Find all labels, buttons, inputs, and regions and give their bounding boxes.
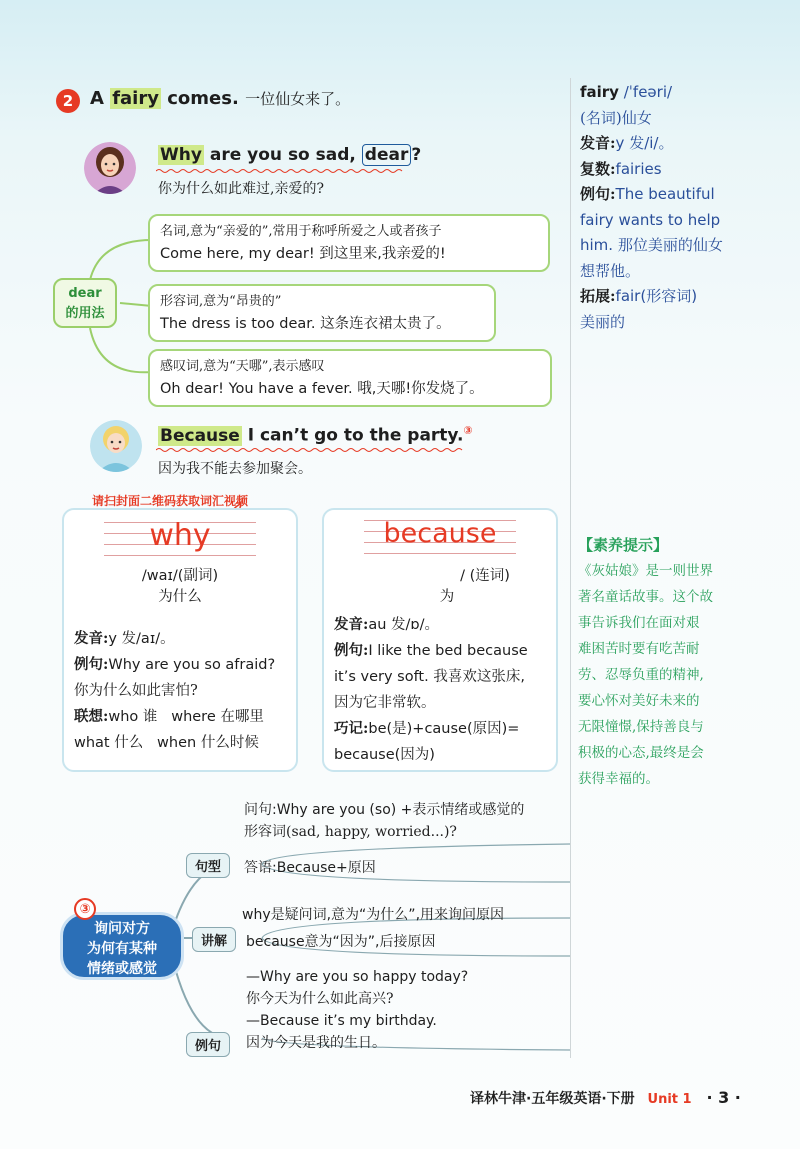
mindmap-node-pattern: 句型 [186, 853, 230, 878]
vocab-example-line: fairy wants to help [580, 210, 721, 229]
word-card-because [322, 508, 558, 772]
tip-line: 难困苦时要有吃苦耐 [578, 641, 700, 657]
dear-usage-card: 形容词,意为“昂贵的” The dress is too dear. 这条连衣裙太贵了。 [148, 284, 496, 342]
book-title: 译林牛津·五年级英语·下册 [470, 1091, 635, 1107]
vocab-panel [580, 80, 795, 335]
vocab-pos: (名词)仙女 [580, 108, 652, 127]
mindmap-node-explain: 讲解 [192, 927, 236, 952]
vocab-plural: 复数:fairies [580, 159, 662, 178]
because-details: 发音:au 发/ɒ/。 例句:I like the bed because it’s very soft. 我喜欢这张床, 因为它非常软。 巧记:be(是)+cause(原因)= because(因为) [334, 616, 528, 763]
tip-line: 事告诉我们在面对艰 [578, 615, 700, 631]
tip-line: 《灰姑娘》是一则世界 [578, 563, 713, 579]
cinderella-avatar [90, 420, 142, 472]
section-title [90, 88, 350, 109]
tip-line: 积极的心态,最终是会 [578, 745, 704, 761]
page-number: · 3 · [706, 1088, 741, 1107]
dear-usage-tag: dear 的用法 [53, 278, 117, 328]
dear-usage-card: 感叹词,意为“天哪”,表示感叹 Oh dear! You have a fever. 哦,天哪!你发烧了。 [148, 349, 552, 407]
pattern-answer: 答语:Because+原因 [244, 860, 376, 876]
title-keyword: fairy [112, 88, 159, 109]
vocab-extension: 拓展:fair(形容词) [580, 287, 698, 305]
mindmap-node-example: 例句 [186, 1032, 230, 1057]
question-2-translation: 因为我不能去参加聚会。 [158, 461, 312, 477]
vocab-extension-line: 美丽的 [580, 312, 626, 331]
pattern-question: 问句:Why are you (so) +表示情绪或感觉的 形容词(sad, happy, worried...)? [244, 802, 525, 840]
tip-line: 要心怀对美好未来的 [578, 693, 700, 709]
question-2: Because I can’t go to the party.③ [160, 424, 473, 446]
mindmap-number: ③ [74, 898, 96, 920]
wavy-underline [156, 447, 476, 453]
title-translation: 一位仙女来了。 [245, 90, 351, 108]
word-card-why [62, 508, 298, 772]
why-display-word: why [149, 518, 211, 553]
tip-title: 【素养提示】 [578, 536, 669, 554]
tip-line: 无限憧憬,保持善良与 [578, 719, 704, 735]
vocab-example-line: him. 那位美丽的仙女 [580, 236, 723, 254]
vocab-pron: 发音:y 发/i/。 [580, 134, 674, 152]
vocab-headword: fairy /ˈfeəri/ [580, 83, 673, 101]
title-suffix: comes. [160, 88, 239, 109]
vocab-example-line: 想帮他。 [580, 261, 641, 280]
why-details: 发音:y 发/aɪ/。 例句:Why are you so afraid? 你为什么如此害怕? 联想:who 谁 where 在哪里 what 什么 when 什么时候 [74, 630, 276, 751]
tip-line: 劳、忍辱负重的精神, [578, 667, 704, 683]
section-number-badge: 2 [56, 89, 80, 113]
title-prefix: A [90, 88, 111, 109]
mindmap-center: 询问对方 为何有某种 情绪或感觉 [60, 912, 184, 980]
stepmother-avatar [84, 142, 136, 194]
explain-why: why是疑问词,意为“为什么”,用来询问原因 [242, 907, 505, 923]
dear-usage-card: 名词,意为“亲爱的”,常用于称呼所爱之人或者孩子 Come here, my dear! 到这里来,我亲爱的! [148, 214, 550, 272]
why-phonetic: /waɪ/(副词) 为什么 [141, 568, 219, 605]
explain-because: because意为“因为”,后接原因 [246, 934, 436, 950]
tip-line: 著名童话故事。这个故 [578, 589, 713, 605]
scan-note: 请扫封面二维码获取词汇视频 [92, 494, 249, 508]
page-footer [470, 1088, 741, 1108]
example-dialogue: —Why are you so happy today? 你今天为什么如此高兴? —Because it’s my birthday. 因为今天是我的生日。 [246, 969, 469, 1051]
question-1-translation: 你为什么如此难过,亲爱的? [158, 181, 324, 197]
question-1: Why are you so sad, dear ? [160, 145, 422, 165]
tip-line: 获得幸福的。 [578, 771, 659, 787]
literacy-tip [578, 532, 748, 792]
wavy-underline [156, 168, 406, 174]
unit-label: Unit 1 [647, 1092, 692, 1107]
because-phonetic: / (连词) 为 [439, 568, 510, 605]
vocab-example: 例句:The beautiful [580, 185, 715, 203]
because-display-word: because [383, 518, 497, 549]
